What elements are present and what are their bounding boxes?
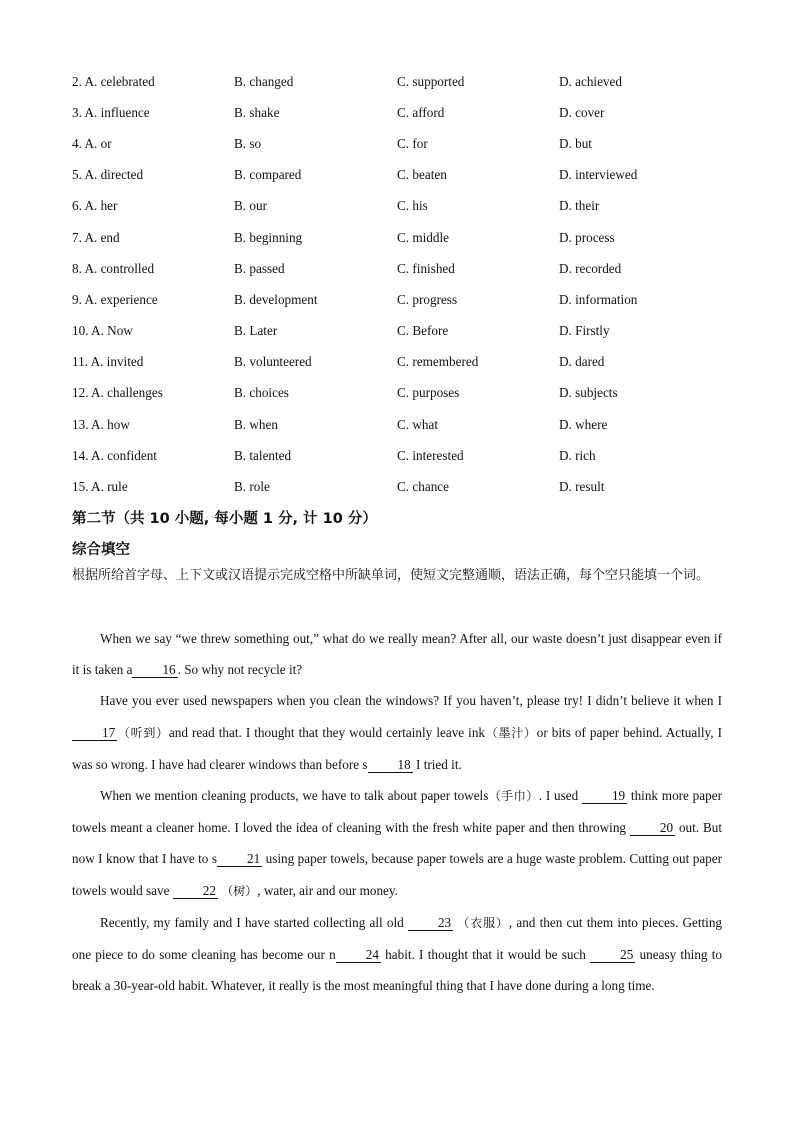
paragraph-4: [72, 907, 722, 1002]
blank-17[interactable]: 17: [72, 725, 117, 741]
text: I tried it.: [416, 756, 462, 772]
option-c: C. chance: [397, 479, 449, 495]
blank-19[interactable]: 19: [582, 788, 627, 804]
option-c: C. progress: [397, 291, 458, 307]
question-option-a: 2. A. celebrated: [72, 73, 155, 89]
question-option-a: 3. A. influence: [72, 104, 150, 120]
hint: （衣服）: [457, 915, 509, 930]
text: . So why not recycle it?: [177, 662, 303, 678]
option-row: [72, 284, 732, 315]
option-b: B. so: [234, 135, 262, 151]
option-d: D. process: [559, 229, 615, 245]
option-b: B. choices: [234, 385, 289, 401]
option-b: B. passed: [234, 260, 285, 276]
option-c: C. Before: [397, 323, 449, 339]
option-row: [72, 128, 732, 159]
option-d: D. achieved: [559, 73, 622, 89]
blank-16[interactable]: 16: [132, 662, 177, 678]
option-b: B. development: [234, 291, 318, 307]
option-row: [72, 66, 732, 97]
blank-18[interactable]: 18: [368, 757, 413, 773]
text: habit. I thought that it would be such: [385, 947, 586, 963]
option-b: B. when: [234, 416, 278, 432]
option-c: C. for: [397, 135, 428, 151]
option-c: C. what: [397, 416, 439, 432]
option-c: C. remembered: [397, 354, 479, 370]
option-row: [72, 160, 732, 191]
text: out. But now I know that I have to s: [72, 820, 723, 867]
option-d: D. their: [559, 198, 600, 214]
option-row: [72, 378, 732, 409]
option-b: B. talented: [234, 447, 292, 463]
text: uneasy thing to break a 30-year-old habit. Whatever, it really is the most meaningful thing that I have done during a long time.: [72, 947, 723, 994]
text: , water, air and our money.: [257, 882, 398, 898]
text: think more paper towels meant a cleaner home. I loved the idea of cleaning with the fresh white paper and then throwing: [72, 788, 722, 836]
text: or bits of paper behind. Actually, I was so wrong. I have had clearer windows than before s: [72, 724, 722, 772]
option-d: D. subjects: [559, 385, 618, 401]
question-option-a: 4. A. or: [72, 135, 112, 151]
option-d: D. Firstly: [559, 323, 610, 339]
option-b: B. shake: [234, 104, 280, 120]
hint: （墨汁）: [485, 725, 537, 740]
option-row: [72, 97, 732, 128]
hint: （听到）: [117, 725, 169, 740]
option-c: C. his: [397, 198, 428, 214]
option-d: D. but: [559, 135, 592, 151]
section-subtitle: 综合填空: [72, 542, 130, 558]
option-d: D. result: [559, 479, 605, 495]
options-table: [72, 66, 732, 503]
option-c: C. middle: [397, 229, 450, 245]
option-row: [72, 191, 732, 222]
paragraph-1: [72, 623, 722, 685]
question-option-a: 12. A. challenges: [72, 385, 163, 401]
option-b: B. our: [234, 198, 267, 214]
text: . I used: [538, 788, 579, 804]
paragraph-3: [72, 780, 722, 907]
question-option-a: 11. A. invited: [72, 354, 144, 370]
option-c: C. afford: [397, 104, 445, 120]
text: and read that. I thought that they would certainly leave ink: [168, 724, 486, 740]
option-row: [72, 222, 732, 253]
section-title: 第二节（共 10 小题, 每小题 1 分, 计 10 分）: [72, 511, 377, 527]
option-b: B. beginning: [234, 229, 303, 245]
blank-21[interactable]: 21: [217, 851, 262, 867]
option-d: D. interviewed: [559, 167, 638, 183]
option-row: [72, 440, 732, 471]
question-option-a: 8. A. controlled: [72, 260, 155, 276]
option-b: B. Later: [234, 323, 278, 339]
question-option-a: 7. A. end: [72, 229, 120, 245]
option-d: D. cover: [559, 104, 605, 120]
option-d: D. rich: [559, 447, 596, 463]
text: When we say “we threw something out,” what do we really mean? After all, our waste doesn’t just disappear even if it is taken a: [72, 631, 722, 678]
option-row: [72, 316, 732, 347]
text: using paper towels, because paper towels are a huge waste problem. Cutting out paper towels would save: [72, 851, 723, 898]
option-row: [72, 471, 732, 502]
option-d: D. information: [559, 291, 638, 307]
question-option-a: 13. A. how: [72, 416, 130, 432]
option-c: C. beaten: [397, 167, 447, 183]
option-d: D. recorded: [559, 260, 622, 276]
option-b: B. volunteered: [234, 354, 312, 370]
question-option-a: 10. A. Now: [72, 323, 133, 339]
option-c: C. finished: [397, 260, 455, 276]
paragraph-2: [72, 685, 722, 780]
text: Recently, my family and I have started collecting all old: [100, 914, 404, 930]
section-instruction: 根据所给首字母、上下文或汉语提示完成空格中所缺单词，使短文完整通顺，语法正确，每个空只能填一个词。: [72, 568, 710, 583]
blank-20[interactable]: 20: [630, 820, 675, 836]
question-option-a: 9. A. experience: [72, 291, 158, 307]
blank-23[interactable]: 23: [408, 915, 453, 931]
blank-22[interactable]: 22: [173, 883, 218, 899]
blank-25[interactable]: 25: [590, 947, 635, 963]
question-option-a: 6. A. her: [72, 198, 118, 214]
option-b: B. changed: [234, 73, 294, 89]
text: Have you ever used newspapers when you clean the windows? If you haven’t, please try! I didn’t believe it when I: [100, 693, 722, 709]
question-option-a: 15. A. rule: [72, 479, 128, 495]
text: , and then cut them into pieces. Getting one piece to do some cleaning has become our n: [72, 914, 723, 963]
text: When we mention cleaning products, we have to talk about paper towels: [100, 788, 489, 804]
blank-24[interactable]: 24: [336, 947, 381, 963]
option-b: B. compared: [234, 167, 302, 183]
option-b: B. role: [234, 479, 270, 495]
question-option-a: 5. A. directed: [72, 167, 144, 183]
hint: （手巾）: [488, 789, 539, 804]
hint: （树）: [221, 883, 258, 898]
option-c: C. purposes: [397, 385, 460, 401]
option-d: D. where: [559, 416, 608, 432]
option-row: [72, 253, 732, 284]
option-d: D. dared: [559, 354, 605, 370]
option-row: [72, 347, 732, 378]
passage: [72, 623, 722, 1001]
question-option-a: 14. A. confident: [72, 447, 157, 463]
option-c: C. interested: [397, 447, 464, 463]
option-row: [72, 409, 732, 440]
option-c: C. supported: [397, 73, 465, 89]
